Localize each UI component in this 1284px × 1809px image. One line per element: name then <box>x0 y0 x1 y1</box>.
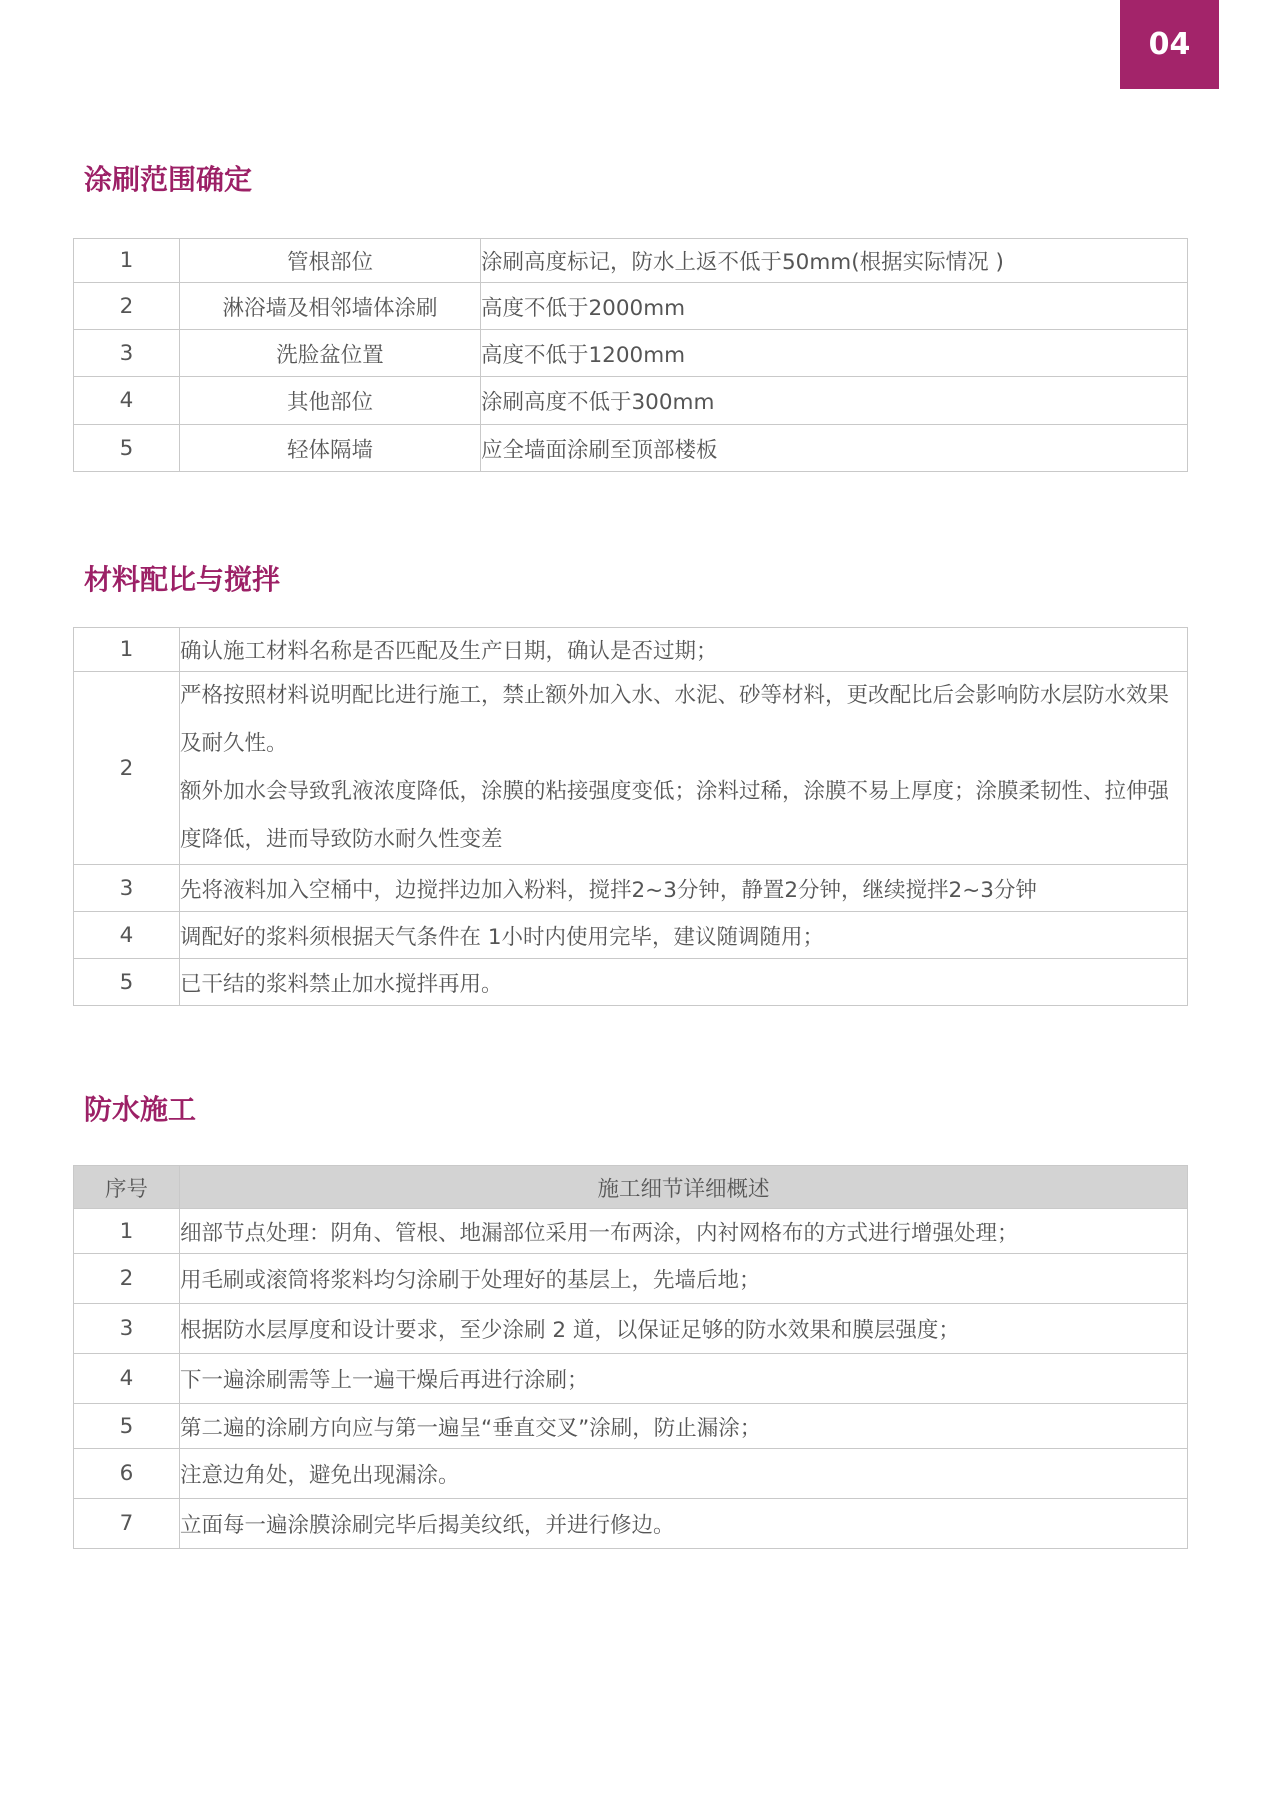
row-number: 3 <box>74 1304 180 1354</box>
row-number: 2 <box>74 672 180 865</box>
table-row <box>74 283 1188 330</box>
table-row <box>74 628 1188 672</box>
step-text: 调配好的浆料须根据天气条件在 1小时内使用完毕，建议随调随用； <box>180 912 1188 959</box>
row-number: 4 <box>74 912 180 959</box>
table-row <box>74 425 1188 472</box>
table-row <box>74 1254 1188 1304</box>
row-number: 2 <box>74 283 180 330</box>
coating-scope-table <box>73 238 1188 472</box>
table-row <box>74 959 1188 1006</box>
page-number-badge: 04 <box>1120 0 1219 89</box>
table-row <box>74 1499 1188 1549</box>
row-number: 5 <box>74 425 180 472</box>
row-number: 1 <box>74 1209 180 1254</box>
table-row <box>74 1209 1188 1254</box>
row-number: 1 <box>74 628 180 672</box>
table-row <box>74 865 1188 912</box>
step-text: 注意边角处，避免出现漏涂。 <box>180 1449 1188 1499</box>
table-row <box>74 672 1188 865</box>
row-number: 5 <box>74 959 180 1006</box>
step-text: 已干结的浆料禁止加水搅拌再用。 <box>180 959 1188 1006</box>
table-row <box>74 1354 1188 1404</box>
row-number: 4 <box>74 377 180 425</box>
row-number: 2 <box>74 1254 180 1304</box>
step-text: 根据防水层厚度和设计要求，至少涂刷 2 道，以保证足够的防水效果和膜层强度； <box>180 1304 1188 1354</box>
step-text: 下一遍涂刷需等上一遍干燥后再进行涂刷； <box>180 1354 1188 1404</box>
material-mixing-table <box>73 627 1188 1006</box>
step-text: 先将液料加入空桶中，边搅拌边加入粉料，搅拌2~3分钟，静置2分钟，继续搅拌2~3分钟 <box>180 865 1188 912</box>
row-number: 6 <box>74 1449 180 1499</box>
waterproof-construction-table <box>73 1165 1188 1549</box>
step-text: 第二遍的涂刷方向应与第一遍呈“垂直交叉”涂刷，防止漏涂； <box>180 1404 1188 1449</box>
table-row <box>74 239 1188 283</box>
step-text-multiline <box>180 672 1188 865</box>
row-number: 7 <box>74 1499 180 1549</box>
step-text: 用毛刷或滚筒将浆料均匀涂刷于处理好的基层上，先墙后地； <box>180 1254 1188 1304</box>
section-title-material-mixing: 材料配比与搅拌 <box>84 563 281 596</box>
requirement-text: 高度不低于2000mm <box>481 283 1188 330</box>
row-number: 4 <box>74 1354 180 1404</box>
table-row <box>74 1304 1188 1354</box>
location-name: 其他部位 <box>180 377 481 425</box>
requirement-text: 高度不低于1200mm <box>481 330 1188 377</box>
step-text: 细部节点处理：阴角、管根、地漏部位采用一布两涂，内衬网格布的方式进行增强处理； <box>180 1209 1188 1254</box>
table-row <box>74 1449 1188 1499</box>
table-row <box>74 1404 1188 1449</box>
requirement-text: 应全墙面涂刷至顶部楼板 <box>481 425 1188 472</box>
table-row <box>74 912 1188 959</box>
header-description: 施工细节详细概述 <box>180 1166 1188 1209</box>
step-text: 立面每一遍涂膜涂刷完毕后揭美纹纸，并进行修边。 <box>180 1499 1188 1549</box>
table-header-row <box>74 1166 1188 1209</box>
table-row <box>74 330 1188 377</box>
location-name: 淋浴墙及相邻墙体涂刷 <box>180 283 481 330</box>
row-number: 3 <box>74 330 180 377</box>
location-name: 轻体隔墙 <box>180 425 481 472</box>
header-sequence: 序号 <box>74 1166 180 1209</box>
row-number: 1 <box>74 239 180 283</box>
row-number: 3 <box>74 865 180 912</box>
section-title-waterproof-construction: 防水施工 <box>84 1093 197 1126</box>
location-name: 管根部位 <box>180 239 481 283</box>
step-paragraph: 额外加水会导致乳液浓度降低，涂膜的粘接强度变低；涂料过稀，涂膜不易上厚度；涂膜柔韧性、拉伸强度降低，进而导致防水耐久性变差 <box>180 779 1170 852</box>
requirement-text: 涂刷高度标记，防水上返不低于50mm(根据实际情况 ) <box>481 239 1188 283</box>
step-paragraph: 严格按照材料说明配比进行施工，禁止额外加入水、水泥、砂等材料，更改配比后会影响防水层防水效果及耐久性。 <box>180 683 1170 756</box>
requirement-text: 涂刷高度不低于300mm <box>481 377 1188 425</box>
step-text: 确认施工材料名称是否匹配及生产日期，确认是否过期； <box>180 628 1188 672</box>
table-row <box>74 377 1188 425</box>
row-number: 5 <box>74 1404 180 1449</box>
section-title-coating-scope: 涂刷范围确定 <box>84 163 253 196</box>
location-name: 洗脸盆位置 <box>180 330 481 377</box>
